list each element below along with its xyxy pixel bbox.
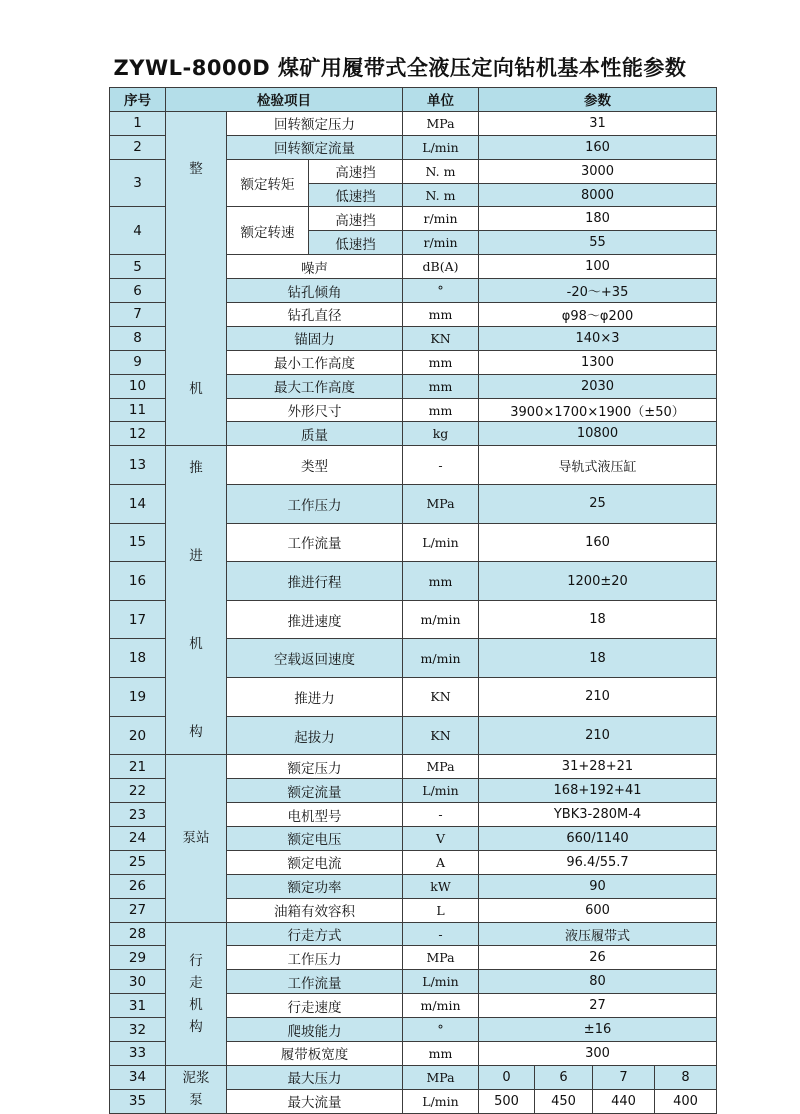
page-title: ZYWL-8000D 煤矿用履带式全液压定向钻机基本性能参数 (113, 56, 687, 80)
item-label: 钻孔直径 (227, 303, 403, 327)
value-cell: 导轨式液压缸 (479, 446, 717, 485)
table-row (110, 922, 717, 946)
unit-cell: N. m (403, 183, 479, 207)
item-label: 推进力 (227, 678, 403, 717)
row-number: 26 (110, 874, 166, 898)
value-cell: 100 (479, 255, 717, 279)
item-label: 电机型号 (227, 803, 403, 827)
unit-cell: MPa (403, 111, 479, 135)
header-param: 参数 (479, 88, 717, 112)
item-label: 履带板宽度 (227, 1042, 403, 1066)
unit-cell: mm (403, 398, 479, 422)
row-number: 5 (110, 255, 166, 279)
row-number: 20 (110, 716, 166, 755)
unit-cell: - (403, 446, 479, 485)
item-label: 行走速度 (227, 994, 403, 1018)
value-cell: 7 (593, 1065, 655, 1089)
value-cell: φ98～φ200 (479, 303, 717, 327)
item-label: 工作压力 (227, 946, 403, 970)
unit-cell: KN (403, 716, 479, 755)
item-label: 最大工作高度 (227, 374, 403, 398)
row-number: 32 (110, 1018, 166, 1042)
table-row (110, 111, 717, 135)
value-cell: 18 (479, 600, 717, 639)
value-cell: 180 (479, 207, 717, 231)
item-label: 钻孔倾角 (227, 279, 403, 303)
value-cell: 25 (479, 484, 717, 523)
table-row (110, 446, 717, 485)
item-label: 起拔力 (227, 716, 403, 755)
unit-cell: L/min (403, 135, 479, 159)
item-label: 噪声 (227, 255, 403, 279)
value-cell: 10800 (479, 422, 717, 446)
row-number: 14 (110, 484, 166, 523)
row-number: 17 (110, 600, 166, 639)
spec-table-body (110, 88, 717, 1114)
header-item: 检验项目 (166, 88, 403, 112)
value-cell: 160 (479, 523, 717, 562)
header-seq: 序号 (110, 88, 166, 112)
value-cell: 55 (479, 231, 717, 255)
item-label: 额定电流 (227, 850, 403, 874)
subgroup-label: 额定转矩 (227, 159, 309, 207)
value-cell: 1200±20 (479, 562, 717, 601)
unit-cell: ° (403, 1018, 479, 1042)
unit-cell: MPa (403, 946, 479, 970)
item-label: 回转额定流量 (227, 135, 403, 159)
value-cell: 160 (479, 135, 717, 159)
row-number: 34 (110, 1065, 166, 1089)
row-number: 24 (110, 827, 166, 851)
row-number: 30 (110, 970, 166, 994)
unit-cell: MPa (403, 755, 479, 779)
spec-table (109, 87, 717, 1114)
value-cell: 26 (479, 946, 717, 970)
group-label: 推 进 机 构 (166, 446, 227, 755)
value-cell: 液压履带式 (479, 922, 717, 946)
item-label: 最小工作高度 (227, 350, 403, 374)
value-cell: 6 (535, 1065, 593, 1089)
unit-cell: KN (403, 326, 479, 350)
unit-cell: - (403, 803, 479, 827)
value-cell: 96.4/55.7 (479, 850, 717, 874)
item-label: 额定流量 (227, 779, 403, 803)
item-label: 空载返回速度 (227, 639, 403, 678)
row-number: 11 (110, 398, 166, 422)
unit-cell: mm (403, 562, 479, 601)
row-number: 33 (110, 1042, 166, 1066)
row-number: 12 (110, 422, 166, 446)
table-header-row (110, 88, 717, 112)
group-label: 泵站 (166, 755, 227, 922)
unit-cell: m/min (403, 639, 479, 678)
unit-cell: L/min (403, 779, 479, 803)
item-label: 高速挡 (309, 159, 403, 183)
value-cell: 8000 (479, 183, 717, 207)
row-number: 10 (110, 374, 166, 398)
unit-cell: mm (403, 1042, 479, 1066)
row-number: 16 (110, 562, 166, 601)
item-label: 爬坡能力 (227, 1018, 403, 1042)
unit-cell: mm (403, 303, 479, 327)
value-cell: 27 (479, 994, 717, 1018)
value-cell: 300 (479, 1042, 717, 1066)
value-cell: 1300 (479, 350, 717, 374)
value-cell: 90 (479, 874, 717, 898)
header-unit: 单位 (403, 88, 479, 112)
item-label: 锚固力 (227, 326, 403, 350)
unit-cell: dB(A) (403, 255, 479, 279)
unit-cell: kW (403, 874, 479, 898)
item-label: 工作压力 (227, 484, 403, 523)
unit-cell: - (403, 922, 479, 946)
unit-cell: kg (403, 422, 479, 446)
item-label: 质量 (227, 422, 403, 446)
unit-cell: MPa (403, 484, 479, 523)
row-number: 21 (110, 755, 166, 779)
value-cell: 8 (655, 1065, 717, 1089)
unit-cell: KN (403, 678, 479, 717)
row-number: 25 (110, 850, 166, 874)
unit-cell: L/min (403, 970, 479, 994)
value-cell: 210 (479, 716, 717, 755)
item-label: 最大压力 (227, 1065, 403, 1089)
value-cell: 3900×1700×1900（±50） (479, 398, 717, 422)
row-number: 2 (110, 135, 166, 159)
row-number: 29 (110, 946, 166, 970)
item-label: 类型 (227, 446, 403, 485)
value-cell: 31+28+21 (479, 755, 717, 779)
unit-cell: L/min (403, 1089, 479, 1113)
value-cell: 80 (479, 970, 717, 994)
item-label: 工作流量 (227, 523, 403, 562)
item-label: 额定电压 (227, 827, 403, 851)
row-number: 9 (110, 350, 166, 374)
unit-cell: mm (403, 374, 479, 398)
group-label: 行 走 机 构 (166, 922, 227, 1065)
unit-cell: V (403, 827, 479, 851)
subgroup-label: 额定转速 (227, 207, 309, 255)
value-cell: 18 (479, 639, 717, 678)
value-cell: YBK3-280M-4 (479, 803, 717, 827)
unit-cell: ° (403, 279, 479, 303)
item-label: 最大流量 (227, 1089, 403, 1113)
row-number: 35 (110, 1089, 166, 1113)
value-cell: -20～+35 (479, 279, 717, 303)
value-cell: 660/1140 (479, 827, 717, 851)
unit-cell: r/min (403, 231, 479, 255)
item-label: 额定功率 (227, 874, 403, 898)
value-cell: 210 (479, 678, 717, 717)
row-number: 8 (110, 326, 166, 350)
row-number: 31 (110, 994, 166, 1018)
row-number: 7 (110, 303, 166, 327)
value-cell: 400 (655, 1089, 717, 1113)
item-label: 低速挡 (309, 183, 403, 207)
row-number: 28 (110, 922, 166, 946)
item-label: 推进速度 (227, 600, 403, 639)
value-cell: 3000 (479, 159, 717, 183)
item-label: 低速挡 (309, 231, 403, 255)
value-cell: 500 (479, 1089, 535, 1113)
unit-cell: N. m (403, 159, 479, 183)
value-cell: 600 (479, 898, 717, 922)
unit-cell: mm (403, 350, 479, 374)
item-label: 外形尺寸 (227, 398, 403, 422)
unit-cell: r/min (403, 207, 479, 231)
item-label: 行走方式 (227, 922, 403, 946)
item-label: 额定压力 (227, 755, 403, 779)
value-cell: 440 (593, 1089, 655, 1113)
value-cell: 0 (479, 1065, 535, 1089)
unit-cell: A (403, 850, 479, 874)
item-label: 推进行程 (227, 562, 403, 601)
value-cell: 31 (479, 111, 717, 135)
row-number: 23 (110, 803, 166, 827)
value-cell: 168+192+41 (479, 779, 717, 803)
unit-cell: L (403, 898, 479, 922)
item-label: 回转额定压力 (227, 111, 403, 135)
row-number: 3 (110, 159, 166, 207)
table-row (110, 755, 717, 779)
value-cell: 450 (535, 1089, 593, 1113)
item-label: 高速挡 (309, 207, 403, 231)
row-number: 18 (110, 639, 166, 678)
unit-cell: m/min (403, 600, 479, 639)
unit-cell: L/min (403, 523, 479, 562)
group-label: 泥浆 泵 (166, 1065, 227, 1113)
row-number: 15 (110, 523, 166, 562)
row-number: 19 (110, 678, 166, 717)
value-cell: ±16 (479, 1018, 717, 1042)
value-cell: 2030 (479, 374, 717, 398)
item-label: 油箱有效容积 (227, 898, 403, 922)
row-number: 13 (110, 446, 166, 485)
row-number: 22 (110, 779, 166, 803)
row-number: 27 (110, 898, 166, 922)
group-label: 整 机 (166, 111, 227, 445)
value-cell: 140×3 (479, 326, 717, 350)
table-row (110, 1065, 717, 1089)
row-number: 4 (110, 207, 166, 255)
row-number: 6 (110, 279, 166, 303)
item-label: 工作流量 (227, 970, 403, 994)
row-number: 1 (110, 111, 166, 135)
unit-cell: m/min (403, 994, 479, 1018)
unit-cell: MPa (403, 1065, 479, 1089)
